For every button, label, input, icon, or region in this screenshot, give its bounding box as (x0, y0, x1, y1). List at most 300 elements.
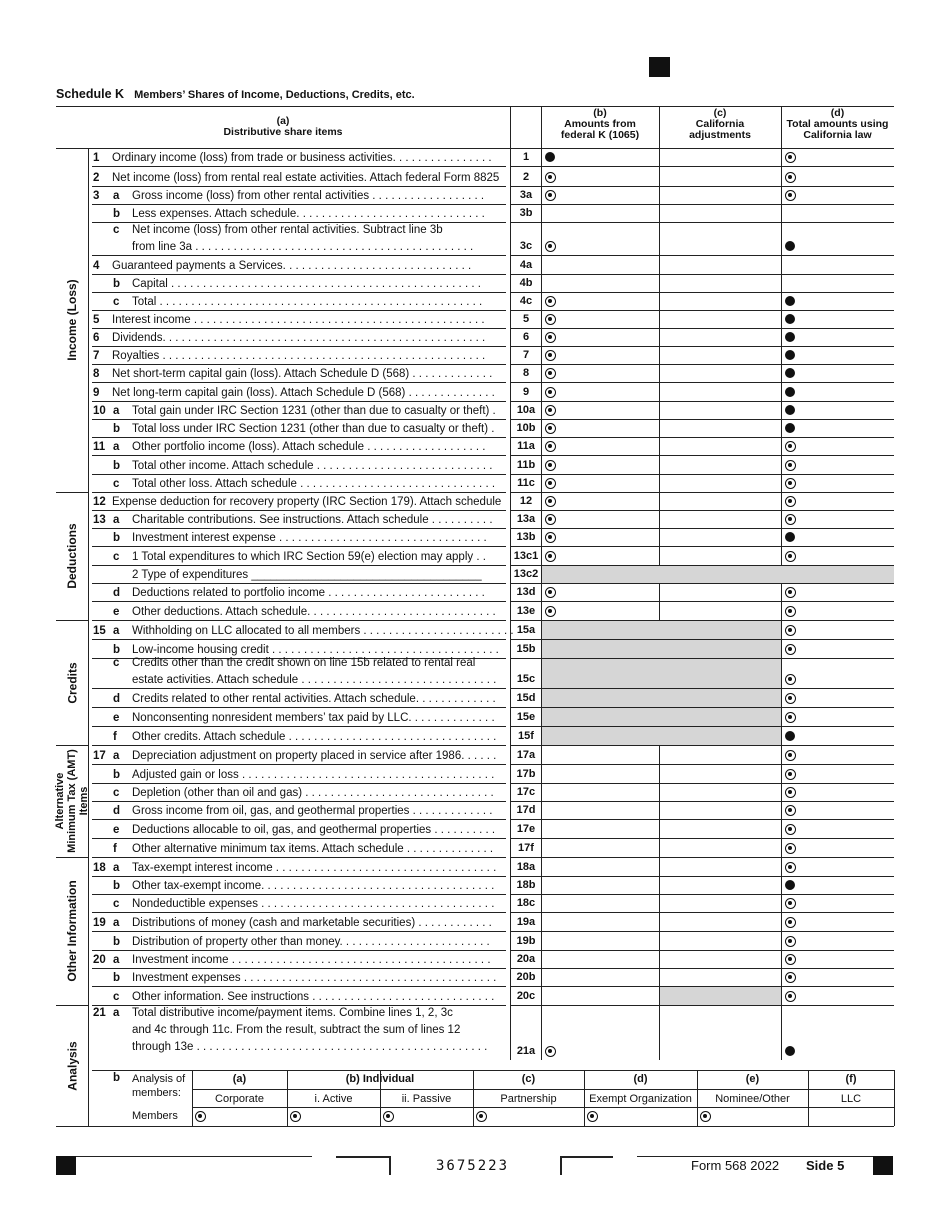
footer-left-mark (56, 1156, 76, 1175)
bullseye-icon (545, 241, 556, 252)
line-15c (88, 658, 894, 688)
line-letter: c (113, 787, 120, 799)
line-description: through 13e . . . . . . . . . . . . . . . . . . . . . . . . . . . . . . . . . . . . . . . . . . . . . . (132, 1041, 488, 1053)
line-number: 2 (93, 172, 100, 184)
analysis-col-letter: (f) (845, 1073, 857, 1085)
line-code: 15d (516, 692, 536, 704)
bullseye-icon (785, 991, 796, 1002)
bullseye-icon (785, 152, 796, 163)
line-description: Other tax-exempt income. . . . . . . . . . . . . . . . . . . . . . . . . . . . . . . . . . . . . (132, 880, 495, 892)
line-20c (88, 986, 894, 1005)
analysis-label-2: members: (132, 1087, 181, 1099)
line-description: Other portfolio income (loss). Attach schedule . . . . . . . . . . . . . . . . . . . (132, 441, 486, 453)
line-code: 17f (518, 842, 534, 854)
line-description: Investment income . . . . . . . . . . . . . . . . . . . . . . . . . . . . . . . . . . . . . . . . . (132, 954, 491, 966)
section-rule (56, 1126, 88, 1127)
line-code: 19b (516, 935, 536, 947)
schedule-name: Schedule K (56, 87, 125, 101)
line-description: 2 Type of expenditures ____________________________________ (132, 569, 482, 581)
schedule-header (56, 87, 415, 101)
line-letter: e (113, 824, 120, 836)
analysis-rule (192, 1107, 894, 1108)
line-letter: a (113, 625, 120, 637)
analysis-col-label: Partnership (500, 1093, 557, 1105)
line-code: 13c2 (513, 568, 539, 580)
bullseye-icon (587, 1111, 598, 1122)
line-7 (88, 346, 894, 364)
bullseye-icon (785, 936, 796, 947)
analysis-col-rule (894, 1070, 895, 1126)
line-description: Expense deduction for recovery property (IRC Section 179). Attach schedule (112, 496, 502, 508)
line-description: Capital . . . . . . . . . . . . . . . . . . . . . . . . . . . . . . . . . . . . . . . . . . . . . . . . . (132, 278, 481, 290)
line-code: 3b (519, 207, 533, 219)
bullseye-icon (383, 1111, 394, 1122)
line-code: 15a (516, 624, 536, 636)
line-code: 20c (516, 990, 536, 1002)
line-code: 3a (519, 189, 533, 201)
line-number: 9 (93, 387, 100, 399)
line-1 (88, 148, 894, 166)
line-3c (88, 222, 894, 255)
line-letter: a (113, 441, 120, 453)
form-number: Form 568 2022 (691, 1158, 780, 1173)
line-code: 17e (516, 823, 536, 835)
bullseye-icon (545, 423, 556, 434)
line-code: 10a (516, 404, 536, 416)
registration-mark (649, 57, 670, 77)
analysis-col-label: Exempt Organization (589, 1093, 692, 1105)
line-description: Depletion (other than oil and gas) . . . . . . . . . . . . . . . . . . . . . . . . . . . . . . (132, 787, 494, 799)
bullseye-icon (785, 172, 796, 183)
line-description: Total gain under IRC Section 1231 (other than due to casualty or theft) . (132, 405, 496, 417)
section-rule (56, 620, 88, 621)
line-description: and 4c through 11c. From the result, subtract the sum of lines 12 (132, 1024, 461, 1036)
line-3b (88, 204, 894, 222)
line-description: Total loss under IRC Section 1231 (other than due to casualty or theft) . (132, 423, 495, 435)
column-letter-d: (d) (830, 107, 845, 119)
bullseye-icon (545, 532, 556, 543)
column-header-d (781, 108, 894, 141)
line-code: 5 (522, 313, 530, 325)
footer-right-mark (873, 1156, 893, 1175)
side-label: Side 5 (806, 1158, 845, 1173)
line-code: 11b (516, 459, 536, 471)
dot-icon (785, 314, 795, 324)
line-17c (88, 783, 894, 801)
line-code: 4b (519, 277, 533, 289)
bullseye-icon (785, 496, 796, 507)
line-description: Investment interest expense . . . . . . . . . . . . . . . . . . . . . . . . . . . . . . . . . (132, 532, 487, 544)
line-10a (88, 401, 894, 419)
line-letter: b (113, 460, 121, 472)
line-description: Net income (loss) from rental real estate activities. Attach federal Form 8825 (112, 172, 500, 184)
line-number: 18 (93, 862, 106, 874)
bullseye-icon (545, 587, 556, 598)
bullseye-icon (545, 551, 556, 562)
section-rule (56, 1005, 88, 1006)
line-number: 12 (93, 496, 106, 508)
line-description: Depreciation adjustment on property placed in service after 1986. . . . . . (132, 750, 497, 762)
line-13d (88, 583, 894, 601)
line-code: 11c (517, 477, 535, 489)
line-code: 3c (519, 240, 533, 252)
line-9 (88, 382, 894, 401)
dot-icon (785, 532, 795, 542)
bullseye-icon (785, 441, 796, 452)
bullseye-icon (785, 674, 796, 685)
line-code: 13b (516, 531, 536, 543)
bullseye-icon (195, 1111, 206, 1122)
line-code: 15f (518, 730, 534, 742)
line-code: 1 (522, 151, 530, 163)
line-13e (88, 601, 894, 620)
bullseye-icon (545, 296, 556, 307)
line-12 (88, 492, 894, 510)
dot-icon (785, 332, 795, 342)
line-description: from line 3a . . . . . . . . . . . . . . . . . . . . . . . . . . . . . . . . . . . . . . . . . . . . (132, 241, 474, 253)
line-18b (88, 876, 894, 894)
line-15b (88, 639, 894, 658)
line-description: Other credits. Attach schedule . . . . . . . . . . . . . . . . . . . . . . . . . . . . . . . . . (132, 731, 497, 743)
line-description: Investment expenses . . . . . . . . . . . . . . . . . . . . . . . . . . . . . . . . . . . . . . . . (132, 972, 497, 984)
schedule-title: Members’ Shares of Income, Deductions, Credits, etc. (134, 89, 415, 101)
line-letter: a (113, 1007, 120, 1019)
line-11a (88, 437, 894, 455)
line-letter: d (113, 805, 121, 817)
line-description: Credits related to other rental activities. Attach schedule. . . . . . . . . . . . . (132, 693, 496, 705)
line-number: 17 (93, 750, 106, 762)
line-code: 4c (519, 295, 533, 307)
line-letter: a (113, 405, 120, 417)
column-letter-c: (c) (713, 107, 727, 119)
line-code: 20b (516, 971, 536, 983)
line-letter: d (113, 587, 121, 599)
line-letter: a (113, 862, 120, 874)
line-description: Nonconsenting nonresident members’ tax paid by LLC. . . . . . . . . . . . . . (132, 712, 495, 724)
bullseye-icon (785, 478, 796, 489)
line-description: Net short-term capital gain (loss). Attach Schedule D (568) . . . . . . . . . . . . . (112, 368, 493, 380)
line-code: 18a (516, 861, 536, 873)
line-description: Ordinary income (loss) from trade or business activities. . . . . . . . . . . . . . . . (112, 152, 492, 164)
line-15f (88, 726, 894, 745)
line-description: 1 Total expenditures to which IRC Section 59(e) election may apply . . (132, 551, 486, 563)
bullseye-icon (785, 551, 796, 562)
analysis-col-label: LLC (840, 1093, 862, 1105)
bullseye-icon (785, 843, 796, 854)
line-code: 13a (516, 513, 536, 525)
line-code: 21a (516, 1045, 536, 1057)
dot-icon (785, 731, 795, 741)
line-4a (88, 255, 894, 274)
line-letter: f (113, 731, 117, 743)
analysis-col-label: Nominee/Other (715, 1093, 790, 1105)
column-label-c-1: California (695, 118, 745, 130)
line-code: 17d (516, 804, 536, 816)
bullseye-icon (545, 190, 556, 201)
line-letter: a (113, 514, 120, 526)
dot-icon (785, 296, 795, 306)
line-description: Low-income housing credit . . . . . . . . . . . . . . . . . . . . . . . . . . . . . . . . . . . . (132, 644, 499, 656)
line-code: 15c (516, 673, 536, 685)
line-description: Withholding on LLC allocated to all members . . . . . . . . . . . . . . . . . . . . . . . . (132, 625, 514, 637)
section-label-amt: Alternative Minimum Tax (AMT) Items (54, 749, 90, 853)
line-letter: a (113, 750, 120, 762)
line-number: 10 (93, 405, 106, 417)
line-description: Total . . . . . . . . . . . . . . . . . . . . . . . . . . . . . . . . . . . . . . . . . . . . . . . . . . . (132, 296, 483, 308)
line-4c (88, 292, 894, 310)
line-description: Tax-exempt interest income . . . . . . . . . . . . . . . . . . . . . . . . . . . . . . . . . . . (132, 862, 497, 874)
section-label-analysis: Analysis (64, 1040, 79, 1091)
line-letter: b (113, 769, 121, 781)
bullseye-icon (785, 954, 796, 965)
line-code: 13d (516, 586, 536, 598)
bullseye-icon (545, 478, 556, 489)
line-17a (88, 745, 894, 764)
bullseye-icon (785, 824, 796, 835)
line-10b (88, 419, 894, 437)
line-13a (88, 510, 894, 528)
line-description: Other information. See instructions . . . . . . . . . . . . . . . . . . . . . . . . . . . . . (132, 991, 495, 1003)
line-code: 15e (516, 711, 536, 723)
line-6 (88, 328, 894, 346)
bullseye-icon (700, 1111, 711, 1122)
bullseye-icon (545, 606, 556, 617)
line-2 (88, 166, 894, 186)
line-code: 13e (516, 605, 536, 617)
line-description: Deductions allocable to oil, gas, and geothermal properties . . . . . . . . . . (132, 824, 496, 836)
bullseye-icon (545, 387, 556, 398)
dot-icon (785, 423, 795, 433)
line-20b (88, 968, 894, 986)
bullseye-icon (545, 405, 556, 416)
line-description: Deductions related to portfolio income . . . . . . . . . . . . . . . . . . . . . . . . . (132, 587, 485, 599)
section-label-other: Other Information (64, 880, 79, 982)
line-code: 17c (516, 786, 536, 798)
analysis-letter: b (113, 1072, 121, 1084)
line-code: 4a (519, 259, 533, 271)
line-15d (88, 688, 894, 707)
analysis-label-1: Analysis of (132, 1073, 186, 1085)
bullseye-icon (785, 460, 796, 471)
column-label-d-1: Total amounts using (786, 118, 889, 130)
column-label-a: Distributive share items (223, 126, 343, 138)
line-17b (88, 764, 894, 783)
line-code: 9 (522, 386, 530, 398)
line-description: Total other loss. Attach schedule . . . . . . . . . . . . . . . . . . . . . . . . . . . . . . . (132, 478, 496, 490)
line-letter: d (113, 693, 121, 705)
line-21a (88, 1005, 894, 1060)
line-description: Total other income. Attach schedule . . . . . . . . . . . . . . . . . . . . . . . . . . . . (132, 460, 493, 472)
bullseye-icon (785, 712, 796, 723)
bullseye-icon (785, 625, 796, 636)
line-description: Credits other than the credit shown on line 15b related to rental real (132, 657, 476, 669)
bullseye-icon (785, 862, 796, 873)
bullseye-icon (476, 1111, 487, 1122)
line-number: 3 (93, 190, 100, 202)
analysis-col-label: Corporate (215, 1093, 264, 1105)
dot-icon (785, 405, 795, 415)
line-description: Distributions of money (cash and marketable securities) . . . . . . . . . . . . (132, 917, 492, 929)
analysis-col-letter: (d) (633, 1073, 648, 1085)
line-number: 6 (93, 332, 100, 344)
line-description: Other deductions. Attach schedule. . . . . . . . . . . . . . . . . . . . . . . . . . . . . . (132, 606, 496, 618)
line-19b (88, 931, 894, 950)
analysis-col-letter: (a) (232, 1073, 247, 1085)
line-15e (88, 707, 894, 726)
dot-icon (785, 880, 795, 890)
column-label-b-1: Amounts from (564, 118, 636, 130)
line-11c (88, 474, 894, 492)
line-code: 19a (516, 916, 536, 928)
line-description: Royalties . . . . . . . . . . . . . . . . . . . . . . . . . . . . . . . . . . . . . . . . . . . . . . . . . . . (112, 350, 486, 362)
line-letter: a (113, 190, 120, 202)
bullseye-icon (290, 1111, 301, 1122)
line-letter: c (113, 657, 120, 669)
analysis-rule (192, 1089, 894, 1090)
line-code: 15b (516, 643, 536, 655)
line-letter: c (113, 296, 120, 308)
column-header-a (96, 116, 470, 138)
line-description: Charitable contributions. See instructions. Attach schedule . . . . . . . . . . (132, 514, 493, 526)
section-label-deductions: Deductions (64, 523, 79, 589)
line-code: 13c1 (513, 550, 539, 562)
line-number: 15 (93, 625, 106, 637)
line-13c2 (88, 565, 894, 583)
line-letter: e (113, 712, 120, 724)
bullseye-icon (785, 917, 796, 928)
bullseye-icon (785, 787, 796, 798)
line-letter: b (113, 880, 121, 892)
bullseye-icon (785, 805, 796, 816)
section-label-income: Income (Loss) (64, 279, 79, 361)
line-number: 13 (93, 514, 106, 526)
line-number: 19 (93, 917, 106, 929)
line-description: Nondeductible expenses . . . . . . . . . . . . . . . . . . . . . . . . . . . . . . . . . . . . . (132, 898, 495, 910)
analysis-rule (92, 1070, 894, 1071)
line-letter: a (113, 954, 120, 966)
bullseye-icon (785, 972, 796, 983)
analysis-col-label: ii. Passive (401, 1093, 452, 1105)
line-11b (88, 455, 894, 474)
line-code: 6 (522, 331, 530, 343)
bullseye-icon (545, 496, 556, 507)
bullseye-icon (785, 606, 796, 617)
bullseye-icon (545, 172, 556, 183)
bullseye-icon (785, 750, 796, 761)
bullseye-icon (785, 587, 796, 598)
line-description: Guaranteed payments a Services. . . . . . . . . . . . . . . . . . . . . . . . . . . . . . (112, 260, 472, 272)
bullseye-icon (545, 332, 556, 343)
line-description: Distribution of property other than money. . . . . . . . . . . . . . . . . . . . . . . . (132, 936, 490, 948)
line-letter: a (113, 917, 120, 929)
line-code: 12 (519, 495, 533, 507)
section-label-credits: Credits (64, 661, 79, 704)
line-letter: c (113, 478, 120, 490)
line-code: 18c (516, 897, 536, 909)
line-letter: f (113, 843, 117, 855)
line-description: Net long-term capital gain (loss). Attach Schedule D (568) . . . . . . . . . . . . . . (112, 387, 495, 399)
line-code: 7 (522, 349, 530, 361)
line-number: 4 (93, 260, 100, 272)
line-number: 11 (93, 441, 106, 453)
dot-icon (785, 350, 795, 360)
line-code: 17a (516, 749, 536, 761)
analysis-rule (88, 1126, 894, 1127)
bullseye-icon (785, 898, 796, 909)
line-letter: c (113, 991, 120, 1003)
line-number: 8 (93, 368, 100, 380)
dot-icon (785, 387, 795, 397)
section-rule (56, 857, 88, 858)
line-18c (88, 894, 894, 912)
line-code: 10b (516, 422, 536, 434)
line-description: Other alternative minimum tax items. Attach schedule . . . . . . . . . . . . . . (132, 843, 494, 855)
bullseye-icon (545, 441, 556, 452)
line-code: 18b (516, 879, 536, 891)
line-letter: b (113, 208, 121, 220)
line-letter: e (113, 606, 120, 618)
bullseye-icon (545, 314, 556, 325)
section-rule (56, 745, 88, 746)
line-letter: c (113, 898, 120, 910)
analysis-col-label: i. Active (314, 1093, 353, 1105)
line-letter: b (113, 644, 121, 656)
line-description: estate activities. Attach schedule . . . . . . . . . . . . . . . . . . . . . . . . . . . . . . . (132, 674, 497, 686)
line-number: 1 (93, 152, 100, 164)
line-number: 20 (93, 954, 106, 966)
analysis-col-letter: (c) (521, 1073, 536, 1085)
line-letter: b (113, 936, 121, 948)
line-letter: c (113, 224, 120, 236)
column-label-c-2: adjustments (689, 129, 751, 141)
line-13c1 (88, 546, 894, 565)
bullseye-icon (785, 769, 796, 780)
line-code: 20a (516, 953, 536, 965)
line-17e (88, 819, 894, 838)
bullseye-icon (785, 514, 796, 525)
column-letter-a: (a) (276, 115, 290, 127)
column-header-b (541, 108, 659, 141)
line-number: 7 (93, 350, 100, 362)
line-description: Adjusted gain or loss . . . . . . . . . . . . . . . . . . . . . . . . . . . . . . . . . . . . . . . . (132, 769, 495, 781)
bullseye-icon (545, 460, 556, 471)
line-5 (88, 310, 894, 328)
bullseye-icon (545, 368, 556, 379)
bullseye-icon (785, 644, 796, 655)
line-letter: b (113, 532, 121, 544)
section-rule (56, 492, 88, 493)
column-header-c (659, 108, 781, 141)
line-code: 11a (517, 440, 535, 452)
line-15a (88, 620, 894, 639)
line-description: Net income (loss) from other rental activities. Subtract line 3b (132, 224, 443, 236)
line-17f (88, 838, 894, 857)
bullseye-icon (545, 514, 556, 525)
line-17d (88, 801, 894, 819)
line-3a (88, 186, 894, 204)
line-number: 5 (93, 314, 100, 326)
line-description: Gross income (loss) from other rental activities . . . . . . . . . . . . . . . . . . (132, 190, 485, 202)
header-top-rule (56, 106, 894, 107)
column-letter-b: (b) (593, 107, 607, 119)
line-letter: b (113, 423, 121, 435)
bullseye-icon (785, 693, 796, 704)
column-label-b-2: federal K (1065) (560, 129, 640, 141)
line-description: Gross income from oil, gas, and geothermal properties . . . . . . . . . . . . . (132, 805, 493, 817)
bullseye-icon (545, 1046, 556, 1057)
members-label: Members (132, 1110, 178, 1122)
barcode-number: 3675223 (436, 1158, 510, 1174)
